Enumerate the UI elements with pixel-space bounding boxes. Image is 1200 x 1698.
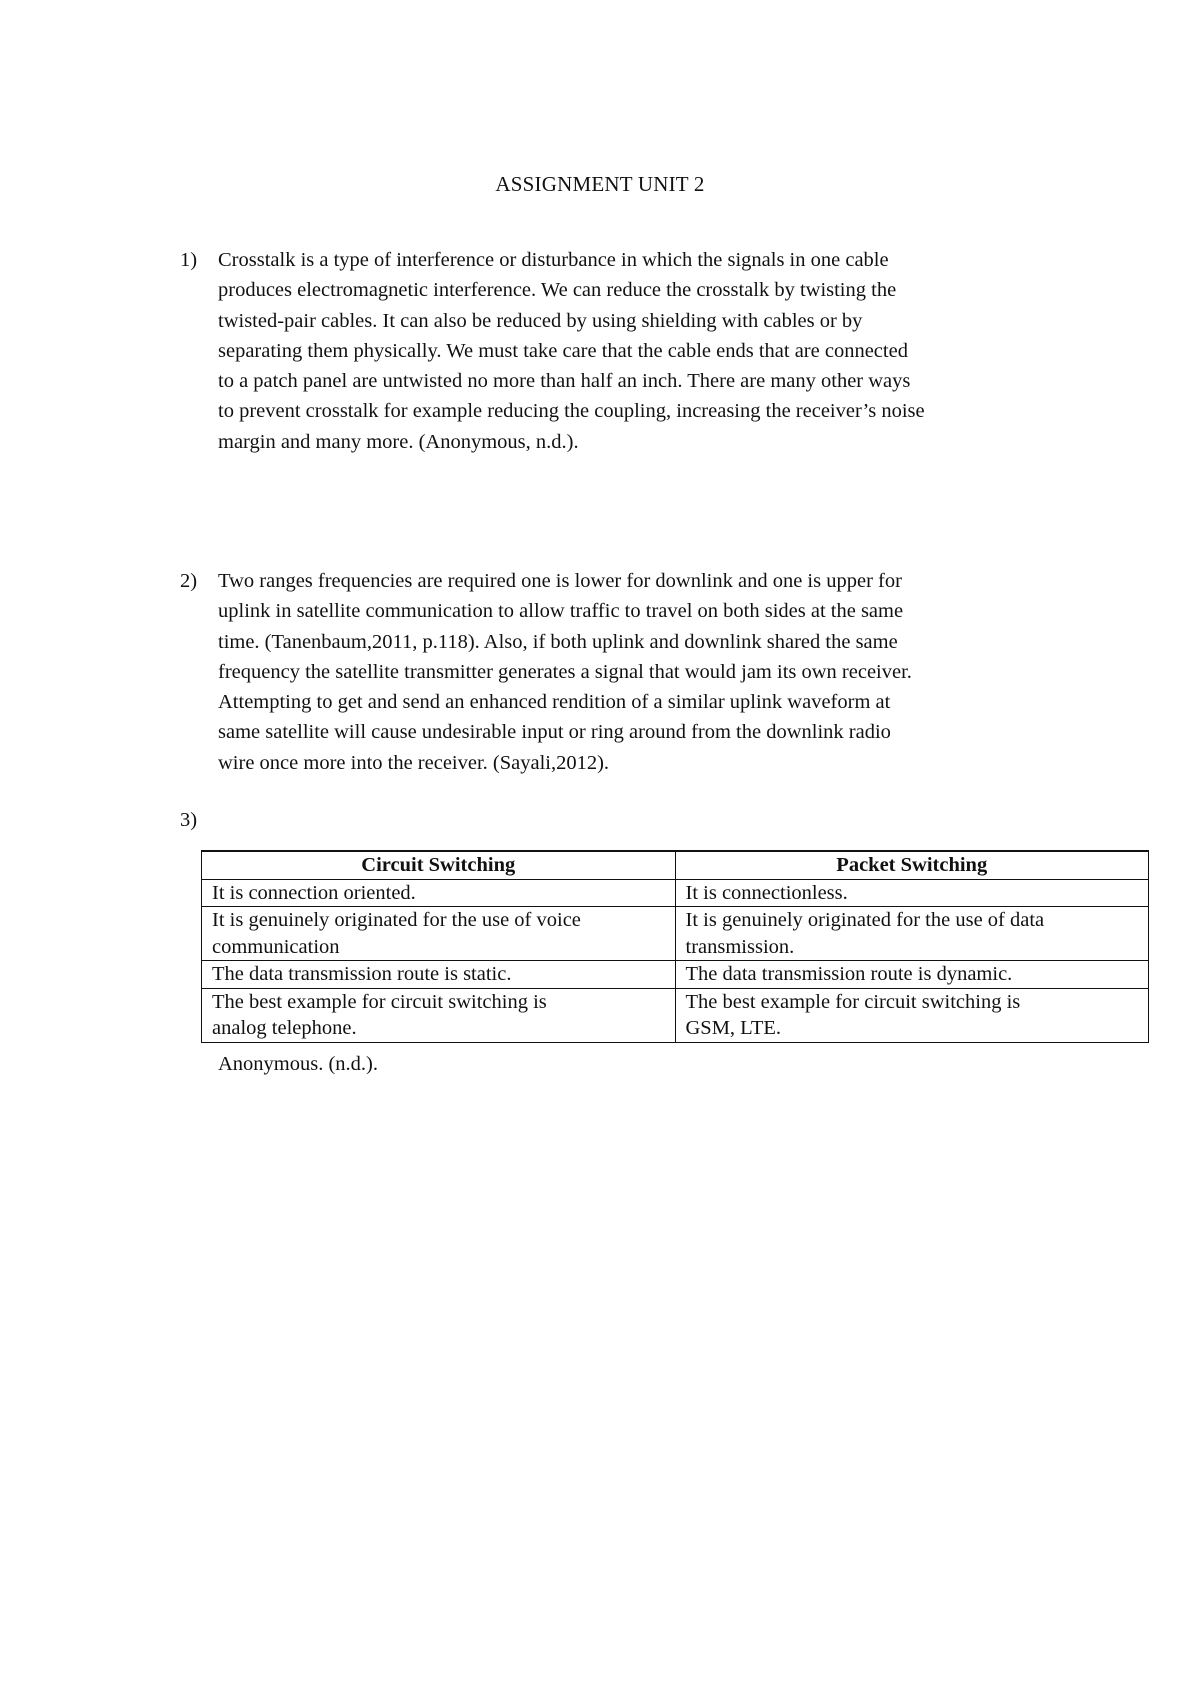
question-2-answer: Two ranges frequencies are required one is lower for downlink and one is upper for uplink in satellite communication to allow traffic to travel on both sides at the same time. (Tanenbaum,2011, p.118). Also, if both uplink and downlink shared the same frequency the satellite transmitter generates a signal that would jam its own receiver. Attempting to get and send an enhanced rendition of a similar uplink waveform at same satellite will cause undesirable input or ring around from the downlink radio wire once more into the receiver. (Sayali,2012). [218, 570, 912, 774]
question-1-number: 1) [180, 249, 198, 271]
table-cell: It is connection oriented. [202, 879, 676, 907]
question-1-answer: Crosstalk is a type of interference or disturbance in which the signals in one cable produces electromagnetic interference. We can reduce the crosstalk by twisting the twisted-pair cables. It can also be reduced by using shielding with cables or by separating them physically. We must take care that the cable ends that are connected to a patch panel are untwisted no more than half an inch. There are many other ways to prevent crosstalk for example reducing the coupling, increasing the receiver’s noise margin and many more. (Anonymous, n.d.). [218, 249, 925, 453]
table-row [202, 988, 1149, 1042]
comparison-table [201, 850, 1149, 1043]
table-cell: The best example for circuit switching is GSM, LTE. [675, 988, 1149, 1042]
table-cell: It is connectionless. [675, 879, 1149, 907]
table-cell: It is genuinely originated for the use of voice communication [202, 907, 676, 961]
table-cell: The data transmission route is static. [202, 961, 676, 989]
table-cell: The best example for circuit switching is analog telephone. [202, 988, 676, 1042]
table-row [202, 961, 1149, 989]
question-2-number: 2) [180, 570, 198, 592]
table-header-packet: Packet Switching [675, 851, 1149, 879]
table-cell: The data transmission route is dynamic. [675, 961, 1149, 989]
question-3-number: 3) [180, 809, 198, 831]
table-header-circuit: Circuit Switching [202, 851, 676, 879]
table-header-row [202, 851, 1149, 879]
page-title: ASSIGNMENT UNIT 2 [495, 172, 705, 196]
question-1 [180, 245, 1080, 457]
table-row [202, 907, 1149, 961]
table-cell: It is genuinely originated for the use of data transmission. [675, 907, 1149, 961]
table-row [202, 879, 1149, 907]
question-2 [180, 566, 1080, 778]
table-citation: Anonymous. (n.d.). [218, 1053, 379, 1075]
